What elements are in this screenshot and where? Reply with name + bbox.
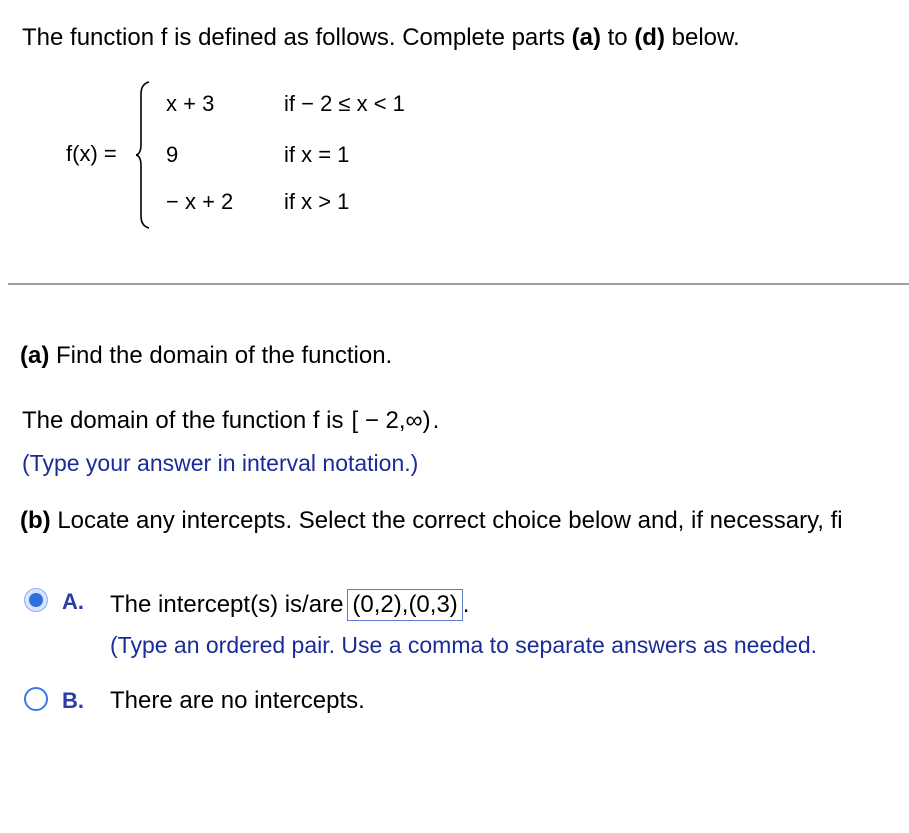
radio-selected-dot bbox=[29, 593, 43, 607]
intro-to: to bbox=[600, 24, 635, 51]
part-b-text: Locate any intercepts. Select the correct choice below and, if necessary, fi bbox=[50, 507, 843, 534]
section-divider bbox=[8, 283, 909, 285]
option-a-hint: (Type an ordered pair. Use a comma to separate answers as needed. bbox=[110, 632, 818, 658]
option-a-letter[interactable]: A. bbox=[62, 589, 84, 614]
intro-after: below. bbox=[664, 24, 740, 51]
intro-part-d: (d) bbox=[634, 24, 665, 51]
piecewise-brace-icon bbox=[136, 80, 152, 230]
option-a-radio[interactable] bbox=[24, 588, 48, 612]
case-2-condition: if x = 1 bbox=[284, 142, 350, 167]
part-a-label: (a) bbox=[20, 342, 50, 369]
domain-answer-field[interactable]: [ − 2,∞) bbox=[351, 407, 431, 434]
part-a-hint: (Type your answer in interval notation.) bbox=[22, 450, 419, 476]
intro-part-a: (a) bbox=[571, 24, 601, 51]
option-a-text-line bbox=[110, 589, 469, 621]
case-1-expression: x + 3 bbox=[166, 91, 215, 116]
option-b-radio[interactable] bbox=[24, 687, 48, 711]
option-a-text: The intercept(s) is/are bbox=[110, 591, 344, 618]
domain-answer-line bbox=[22, 407, 439, 435]
option-b-letter[interactable]: B. bbox=[62, 688, 84, 713]
part-a-question bbox=[20, 342, 392, 370]
case-1-condition: if − 2 ≤ x < 1 bbox=[284, 91, 405, 116]
domain-suffix: . bbox=[432, 407, 440, 434]
case-2-expression: 9 bbox=[166, 142, 179, 167]
case-3-expression: − x + 2 bbox=[166, 189, 234, 214]
intro-before: The function f is defined as follows. Complete parts bbox=[22, 24, 572, 51]
part-b-label: (b) bbox=[20, 507, 51, 534]
case-3-condition: if x > 1 bbox=[284, 189, 350, 214]
part-b-question bbox=[20, 507, 843, 535]
problem-intro bbox=[22, 24, 740, 52]
option-b-text: There are no intercepts. bbox=[110, 687, 365, 714]
intercepts-answer-field[interactable]: (0,2),(0,3) bbox=[347, 589, 462, 621]
domain-prefix: The domain of the function f is bbox=[22, 407, 344, 434]
part-a-text: Find the domain of the function. bbox=[49, 342, 393, 369]
option-a-suffix: . bbox=[462, 591, 470, 618]
function-label: f(x) = bbox=[66, 141, 117, 166]
